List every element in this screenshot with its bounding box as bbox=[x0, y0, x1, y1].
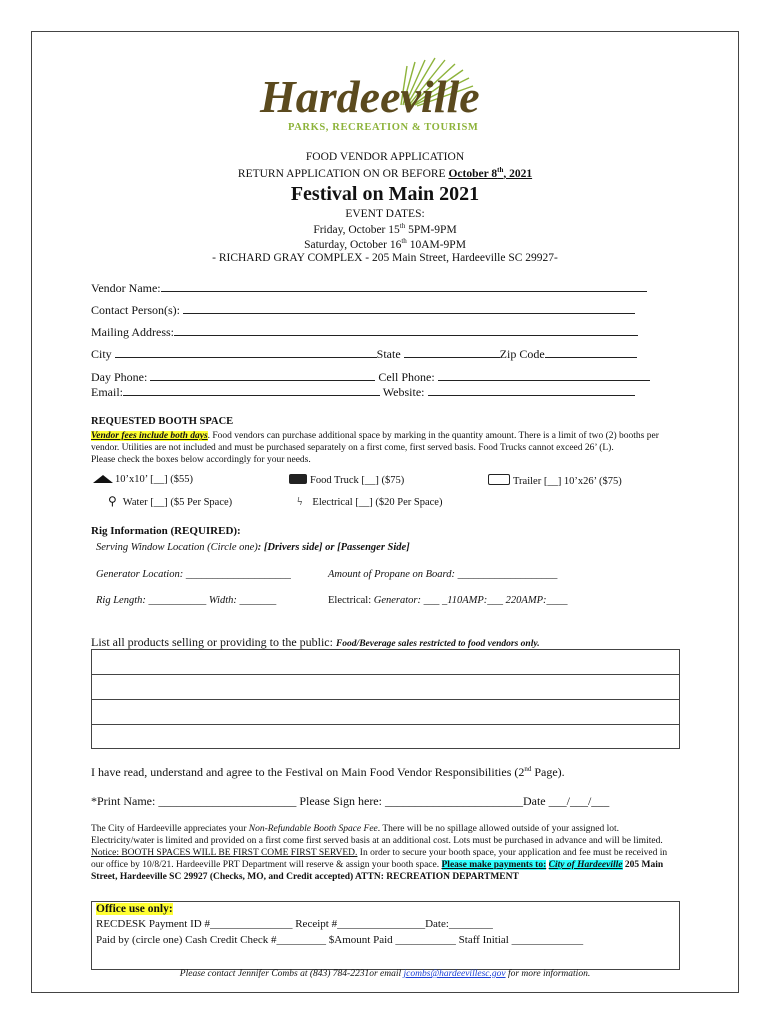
contact-footer: Please contact Jennifer Combs at (843) 784-2231or email jcombs@hardeevillesc.gov for more information. bbox=[179, 969, 591, 979]
contact-person-label: Contact Person(s): bbox=[91, 303, 180, 317]
city-label: City bbox=[91, 347, 112, 361]
phone-row bbox=[91, 370, 650, 385]
booth-space-description: Vendor fees include both days. Food vendors can purchase additional space by marking in the quantity amount. There is a limit of two (2) booths per vendor. Utilities are not included and must be purchased separately on a first come, first served basis. Food Trucks cannot exceed 26’ (L). Please check the boxes below accordingly for your needs. bbox=[91, 431, 659, 465]
city-state-zip-row bbox=[91, 347, 637, 362]
tent-option[interactable]: 10’x10’ [__] ($55) bbox=[93, 474, 193, 485]
return-prefix: RETURN APPLICATION ON OR BEFORE bbox=[237, 167, 449, 180]
state-label: State bbox=[376, 347, 401, 361]
hardeeville-logo bbox=[255, 50, 525, 140]
products-row-1[interactable] bbox=[92, 650, 679, 675]
serving-window-field[interactable]: Serving Window Location (Circle one): [Drivers side] or [Passenger Side] bbox=[96, 542, 410, 553]
booth-space-heading: REQUESTED BOOTH SPACE bbox=[91, 416, 234, 427]
agreement-statement: I have read, understand and agree to the Festival on Main Food Vendor Responsibilities (2nd Page). bbox=[91, 765, 565, 779]
email-website-row bbox=[91, 385, 635, 400]
city-input[interactable] bbox=[115, 357, 377, 358]
electrical-plug-icon: ϟ bbox=[297, 494, 303, 508]
contact-person-input[interactable] bbox=[183, 313, 635, 314]
event-dates-label: EVENT DATES: bbox=[345, 208, 425, 220]
electrical-requirements-field[interactable]: Electrical: Generator: ___ _110AMP:___ 220AMP:____ bbox=[328, 595, 568, 606]
website-input[interactable] bbox=[428, 395, 635, 396]
booth-fee-policy: The City of Hardeeville appreciates your Non-Refundable Booth Space Fee. There will be no spillage allowed outside of your assigned lot. Electricity/water is limited and provided on a first come first served basis at an additional cost. Lots must be purchased in advance and will be limited. Notice: BOOTH SPACES WILL BE FIRST COME FIRST SERVED. In order to secure your booth space, your application and fee must be received in our office by 10/8/21. Hardeeville PRT Department will reserve & assign your booth space. Please make payments to: City of Hardeeville 205 Main Street, Hardeeville SC 29927 (Checks, MO, and Credit accepted) ATTN: RECREATION DEPARTMENT bbox=[91, 824, 668, 882]
return-deadline-line bbox=[0, 166, 770, 180]
trailer-option[interactable]: Trailer [__] 10’x26’ ($75) bbox=[488, 474, 622, 487]
state-input[interactable] bbox=[404, 357, 500, 358]
day-phone-input[interactable] bbox=[150, 380, 375, 381]
event-location: - RICHARD GRAY COMPLEX - 205 Main Street, Hardeeville SC 29927- bbox=[212, 252, 558, 264]
electrical-option[interactable]: ϟ Electrical [__] ($20 Per Space) bbox=[297, 494, 443, 508]
office-use-heading: Office use only: bbox=[96, 903, 173, 915]
food-truck-icon bbox=[289, 474, 307, 484]
mailing-address-input[interactable] bbox=[174, 335, 638, 336]
office-paid-by-row[interactable]: Paid by (circle one) Cash Credit Check #_________ $Amount Paid ___________ Staff Initial _____________ bbox=[96, 934, 584, 946]
contact-email-link[interactable]: jcombs@hardeevillesc.gov bbox=[403, 969, 506, 979]
rig-info-heading: Rig Information (REQUIRED): bbox=[91, 525, 241, 537]
friday-hours: Friday, October 15th 5PM-9PM bbox=[313, 222, 457, 236]
event-title: Festival on Main 2021 bbox=[290, 183, 480, 205]
water-faucet-icon: ⚲ bbox=[108, 494, 117, 508]
products-table bbox=[91, 649, 680, 749]
products-label: List all products selling or providing to the public: Food/Beverage sales restricted to food vendors only. bbox=[91, 635, 540, 649]
website-label: Website: bbox=[382, 385, 425, 399]
vendor-name-label: Vendor Name: bbox=[91, 281, 161, 295]
logo-wordmark: Hardeeville bbox=[260, 71, 480, 122]
mailing-address-label: Mailing Address: bbox=[91, 325, 174, 339]
signature-line[interactable]: *Print Name: _______________________ Please Sign here: _______________________Date ___/___/___ bbox=[91, 794, 610, 808]
saturday-hours: Saturday, October 16th 10AM-9PM bbox=[304, 237, 466, 251]
vendor-name-input[interactable] bbox=[161, 291, 647, 292]
vendor-name-field[interactable] bbox=[91, 281, 647, 296]
return-date: October 8th, 2021 bbox=[448, 166, 533, 180]
city-payee-highlight: City of Hardeeville bbox=[548, 860, 623, 870]
cell-phone-label: Cell Phone: bbox=[378, 370, 435, 384]
trailer-icon bbox=[488, 474, 510, 485]
zip-label: Zip Code bbox=[499, 347, 545, 361]
day-phone-label: Day Phone: bbox=[91, 370, 148, 384]
generator-location-field[interactable]: Generator Location: ____________________ bbox=[96, 569, 291, 580]
rig-length-width-field[interactable]: Rig Length: ___________ Width: _______ bbox=[96, 595, 277, 606]
form-type-line: FOOD VENDOR APPLICATION bbox=[305, 151, 465, 163]
products-row-4[interactable] bbox=[92, 725, 679, 748]
food-truck-option[interactable]: Food Truck [__] ($75) bbox=[289, 474, 404, 486]
vendor-fees-highlight: Vendor fees include both days bbox=[91, 431, 208, 441]
tent-icon bbox=[93, 475, 113, 483]
contact-person-field[interactable] bbox=[91, 303, 635, 318]
email-label: Email: bbox=[91, 385, 123, 399]
zip-input[interactable] bbox=[545, 357, 637, 358]
mailing-address-field[interactable] bbox=[91, 325, 638, 340]
products-row-3[interactable] bbox=[92, 700, 679, 725]
payment-highlight: Please make payments to: bbox=[441, 860, 547, 870]
products-row-2[interactable] bbox=[92, 675, 679, 700]
office-payment-row[interactable]: RECDESK Payment ID #_______________ Receipt #________________Date:________ bbox=[96, 918, 493, 930]
propane-amount-field[interactable]: Amount of Propane on Board: ___________________ bbox=[328, 569, 558, 580]
water-option[interactable]: ⚲ Water [__] ($5 Per Space) bbox=[108, 494, 233, 508]
logo-tagline: PARKS, RECREATION & TOURISM bbox=[288, 122, 479, 133]
cell-phone-input[interactable] bbox=[438, 380, 650, 381]
email-input[interactable] bbox=[123, 395, 380, 396]
